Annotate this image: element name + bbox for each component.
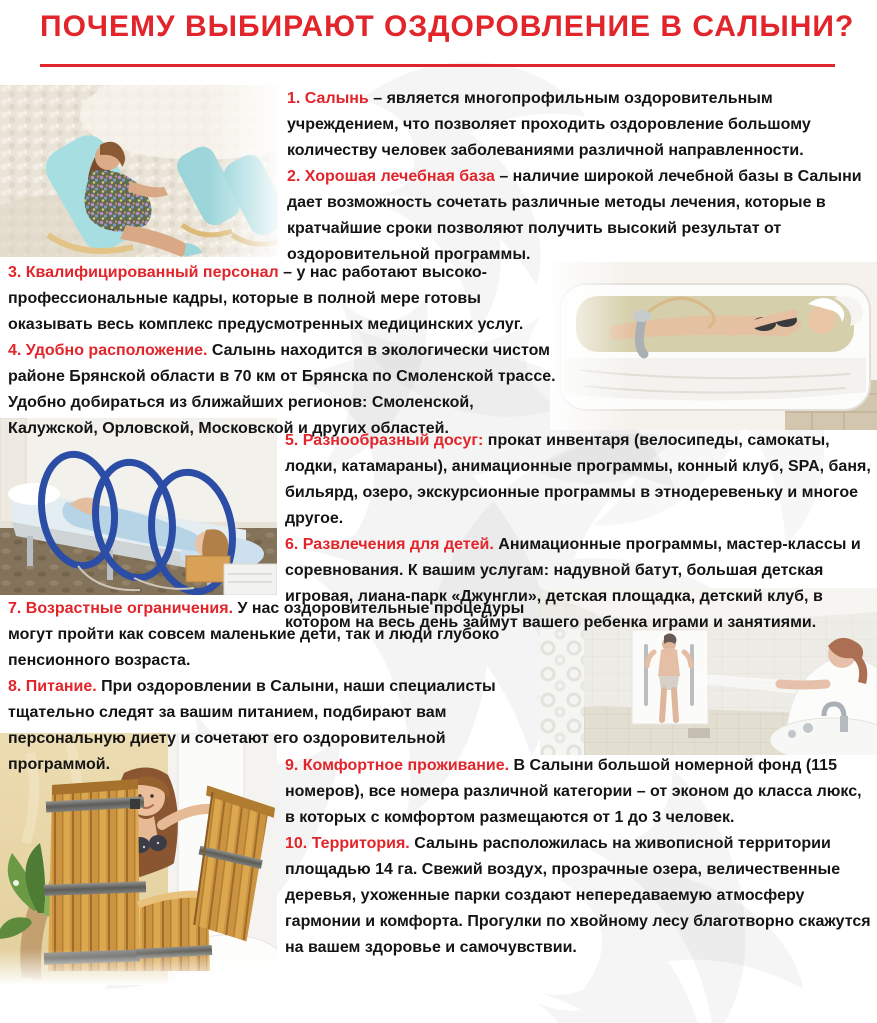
page-title: ПОЧЕМУ ВЫБИРАЮТ ОЗДОРОВЛЕНИЕ В САЛЫНИ? — [40, 10, 855, 43]
benefit-body-7: У нас оздоровительные процедуры могут пройти как совсем маленькие дети, так и люди глубоко пенсионного возраста. — [8, 600, 525, 669]
benefit-body-6: Анимационные программы, мастер-классы и соревнования. К вашим услугам: надувной батут, большая детская игровая, лиана-парк «Джунгли», детская площадка, детский клуб, в котором на весь день займут вашего ребенка играми и занятиями. — [285, 536, 861, 631]
benefit-body-1: – является многопрофильным оздоровительным учреждением, что позволяет проходить оздоровление большому количеству человек заболеваниями различной направленности. — [287, 90, 811, 159]
benefit-item-9 — [285, 753, 875, 831]
benefit-item-7 — [8, 596, 536, 674]
salt-room-illustration — [0, 85, 278, 257]
benefit-heading-8: 8. Питание. — [8, 678, 97, 695]
benefit-heading-6: 6. Развлечения для детей. — [285, 536, 494, 553]
benefit-heading-9: 9. Комфортное проживание. — [285, 757, 510, 774]
benefits-block-7-8 — [8, 596, 536, 778]
benefit-heading-7: 7. Возрастные ограничения. — [8, 600, 234, 617]
photo-therapeutic-bath — [550, 262, 877, 430]
benefit-item-2 — [287, 164, 873, 268]
benefit-item-5 — [285, 428, 875, 532]
bath-illustration — [550, 262, 877, 430]
benefit-item-10 — [285, 831, 875, 961]
benefit-body-5: прокат инвентаря (велосипеды, самокаты, лодки, катамараны), анимационные программы, конный клуб, SPA, баня, бильярд, озеро, экскурсионные программы в этнодеревеньку и многое другое. — [285, 432, 871, 527]
photo-salt-room — [0, 85, 278, 257]
benefits-block-3-4 — [8, 260, 558, 442]
benefit-body-4: Салынь находится в экологически чистом районе Брянской области в 70 км от Брянска по Смоленской трассе. Удобно добираться из ближайших регионов: Смоленской, Калужской, Орловской, Московской и других областей. — [8, 342, 556, 437]
magnetotherapy-illustration — [0, 418, 277, 595]
benefit-body-3: – у нас работают высоко-профессиональные кадры, которые в полной мере готовы оказывать весь комплекс предусмотренных медицинских услуг. — [8, 264, 524, 333]
benefit-item-4 — [8, 338, 558, 442]
benefits-block-1-2 — [287, 86, 873, 268]
benefit-body-8: При оздоровлении в Салыни, наши специалисты тщательно следят за вашим питанием, подбирают вам персональную диету и сочетают его оздоровительной программой. — [8, 678, 496, 773]
benefit-body-9: В Салыни большой номерной фонд (115 номеров), все номера различной категории – от эконом до класса люкс, в которых с комфортом размещаются от 1 до 3 человек. — [285, 757, 862, 826]
benefit-body-10: Салынь расположилась на живописной территории площадью 14 га. Свежий воздух, прозрачные озера, величественные деревья, ухоженные парки создают непередаваемую атмосферу гармонии и комфорта. Прогулки по хвойному лесу благотворно скажутся на вашем здоровье и самочувствии. — [285, 835, 871, 956]
benefit-heading-2: 2. Хорошая лечебная база — [287, 168, 495, 185]
benefit-heading-4: 4. Удобно расположение. — [8, 342, 208, 359]
benefit-heading-1: 1. Салынь — [287, 90, 369, 107]
benefit-heading-5: 5. Разнообразный досуг: — [285, 432, 484, 449]
title-underline — [40, 64, 835, 67]
benefit-heading-10: 10. Территория. — [285, 835, 410, 852]
benefit-heading-3: 3. Квалифицированный персонал — [8, 264, 279, 281]
benefits-block-9-10 — [285, 753, 875, 961]
benefit-body-2: – наличие широкой лечебной базы в Салыни дает возможность сочетать различные методы лечения, которые в кратчайшие сроки позволяют получить высокий результат от оздоровительной программы. — [287, 168, 862, 263]
benefit-item-1 — [287, 86, 873, 164]
benefit-item-3 — [8, 260, 558, 338]
photo-magnetotherapy — [0, 418, 277, 595]
